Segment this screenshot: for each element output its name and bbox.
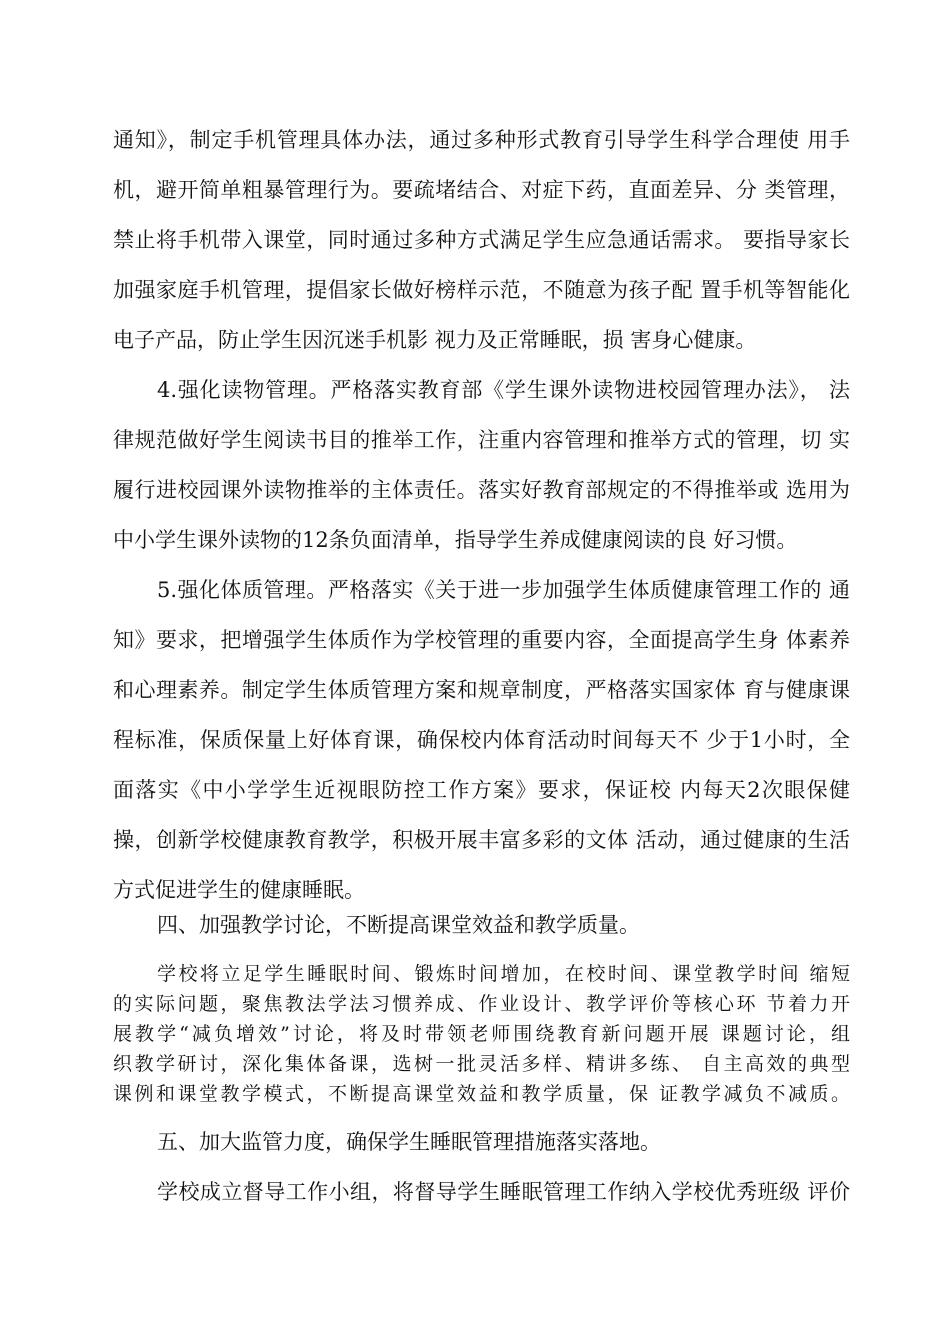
text-line: 操，创新学校健康教育教学，积极开展丰富多彩的文体 活动，通过健康的生活	[113, 828, 850, 852]
text-line: 的实际问题，聚焦教法学法习惯养成、作业设计、教学评价等核心环 节着力开	[113, 993, 850, 1015]
text-line: 展教学“减负增效”讨论，将及时带领老师围绕教育新问题开展 课题讨论，组	[113, 1023, 850, 1045]
text-line: 电子产品，防止学生因沉迷手机影 视力及正常睡眠，损 害身心健康。	[113, 328, 757, 352]
text-line: 方式促进学生的健康睡眠。	[113, 878, 365, 902]
text-line: 面落实《中小学学生近视眼防控工作方案》要求，保证校 内每天2次眼保健	[113, 778, 850, 802]
text-line: 禁止将手机带入课堂，同时通过多种方式满足学生应急通话需求。 要指导家长	[113, 228, 850, 252]
text-line: 通知》，制定手机管理具体办法，通过多种形式教育引导学生科学合理使 用手	[113, 128, 850, 152]
section-heading: 四、加强教学讨论，不断提高课堂效益和教学质量。	[157, 913, 640, 937]
text-line: 和心理素养。制定学生体质管理方案和规章制度，严格落实国家体 育与健康课	[113, 678, 850, 702]
text-line: 5.强化体质管理。严格落实《关于进一步加强学生体质健康管理工作的 通	[157, 578, 850, 602]
text-line: 中小学生课外读物的12条负面清单，指导学生养成健康阅读的良 好习惯。	[113, 528, 798, 552]
text-line: 知》要求，把增强学生体质作为学校管理的重要内容，全面提高学生身 体素养	[113, 628, 850, 652]
text-line: 加强家庭手机管理，提倡家长做好榜样示范，不随意为孩子配 置手机等智能化	[113, 278, 850, 302]
text-line: 学校成立督导工作小组，将督导学生睡眠管理工作纳入学校优秀班级 评价	[157, 1180, 850, 1204]
text-line: 程标准，保质保量上好体育课，确保校内体育活动时间每天不 少于1小时，全	[113, 728, 850, 752]
text-line: 履行进校园课外读物推举的主体责任。落实好教育部规定的不得推举或 选用为	[113, 478, 850, 502]
text-line: 4.强化读物管理。严格落实教育部《学生课外读物进校园管理办法》， 法	[157, 378, 850, 402]
text-line: 机，避开简单粗暴管理行为。要疏堵结合、对症下药，直面差异、分 类管理，	[113, 178, 850, 202]
text-line: 课例和课堂教学模式，不断提高课堂效益和教学质量，保 证教学减负不减质。	[113, 1083, 850, 1105]
text-line: 学校将立足学生睡眠时间、锻炼时间增加，在校时间、课堂教学时间 缩短	[157, 963, 850, 985]
text-line: 律规范做好学生阅读书目的推举工作，注重内容管理和推举方式的管理，切 实	[113, 428, 850, 452]
text-line: 织教学研讨，深化集体备课，选树一批灵活多样、精讲多练、 自主高效的典型	[113, 1053, 850, 1075]
section-heading: 五、加大监管力度，确保学生睡眠管理措施落实落地。	[157, 1130, 661, 1154]
